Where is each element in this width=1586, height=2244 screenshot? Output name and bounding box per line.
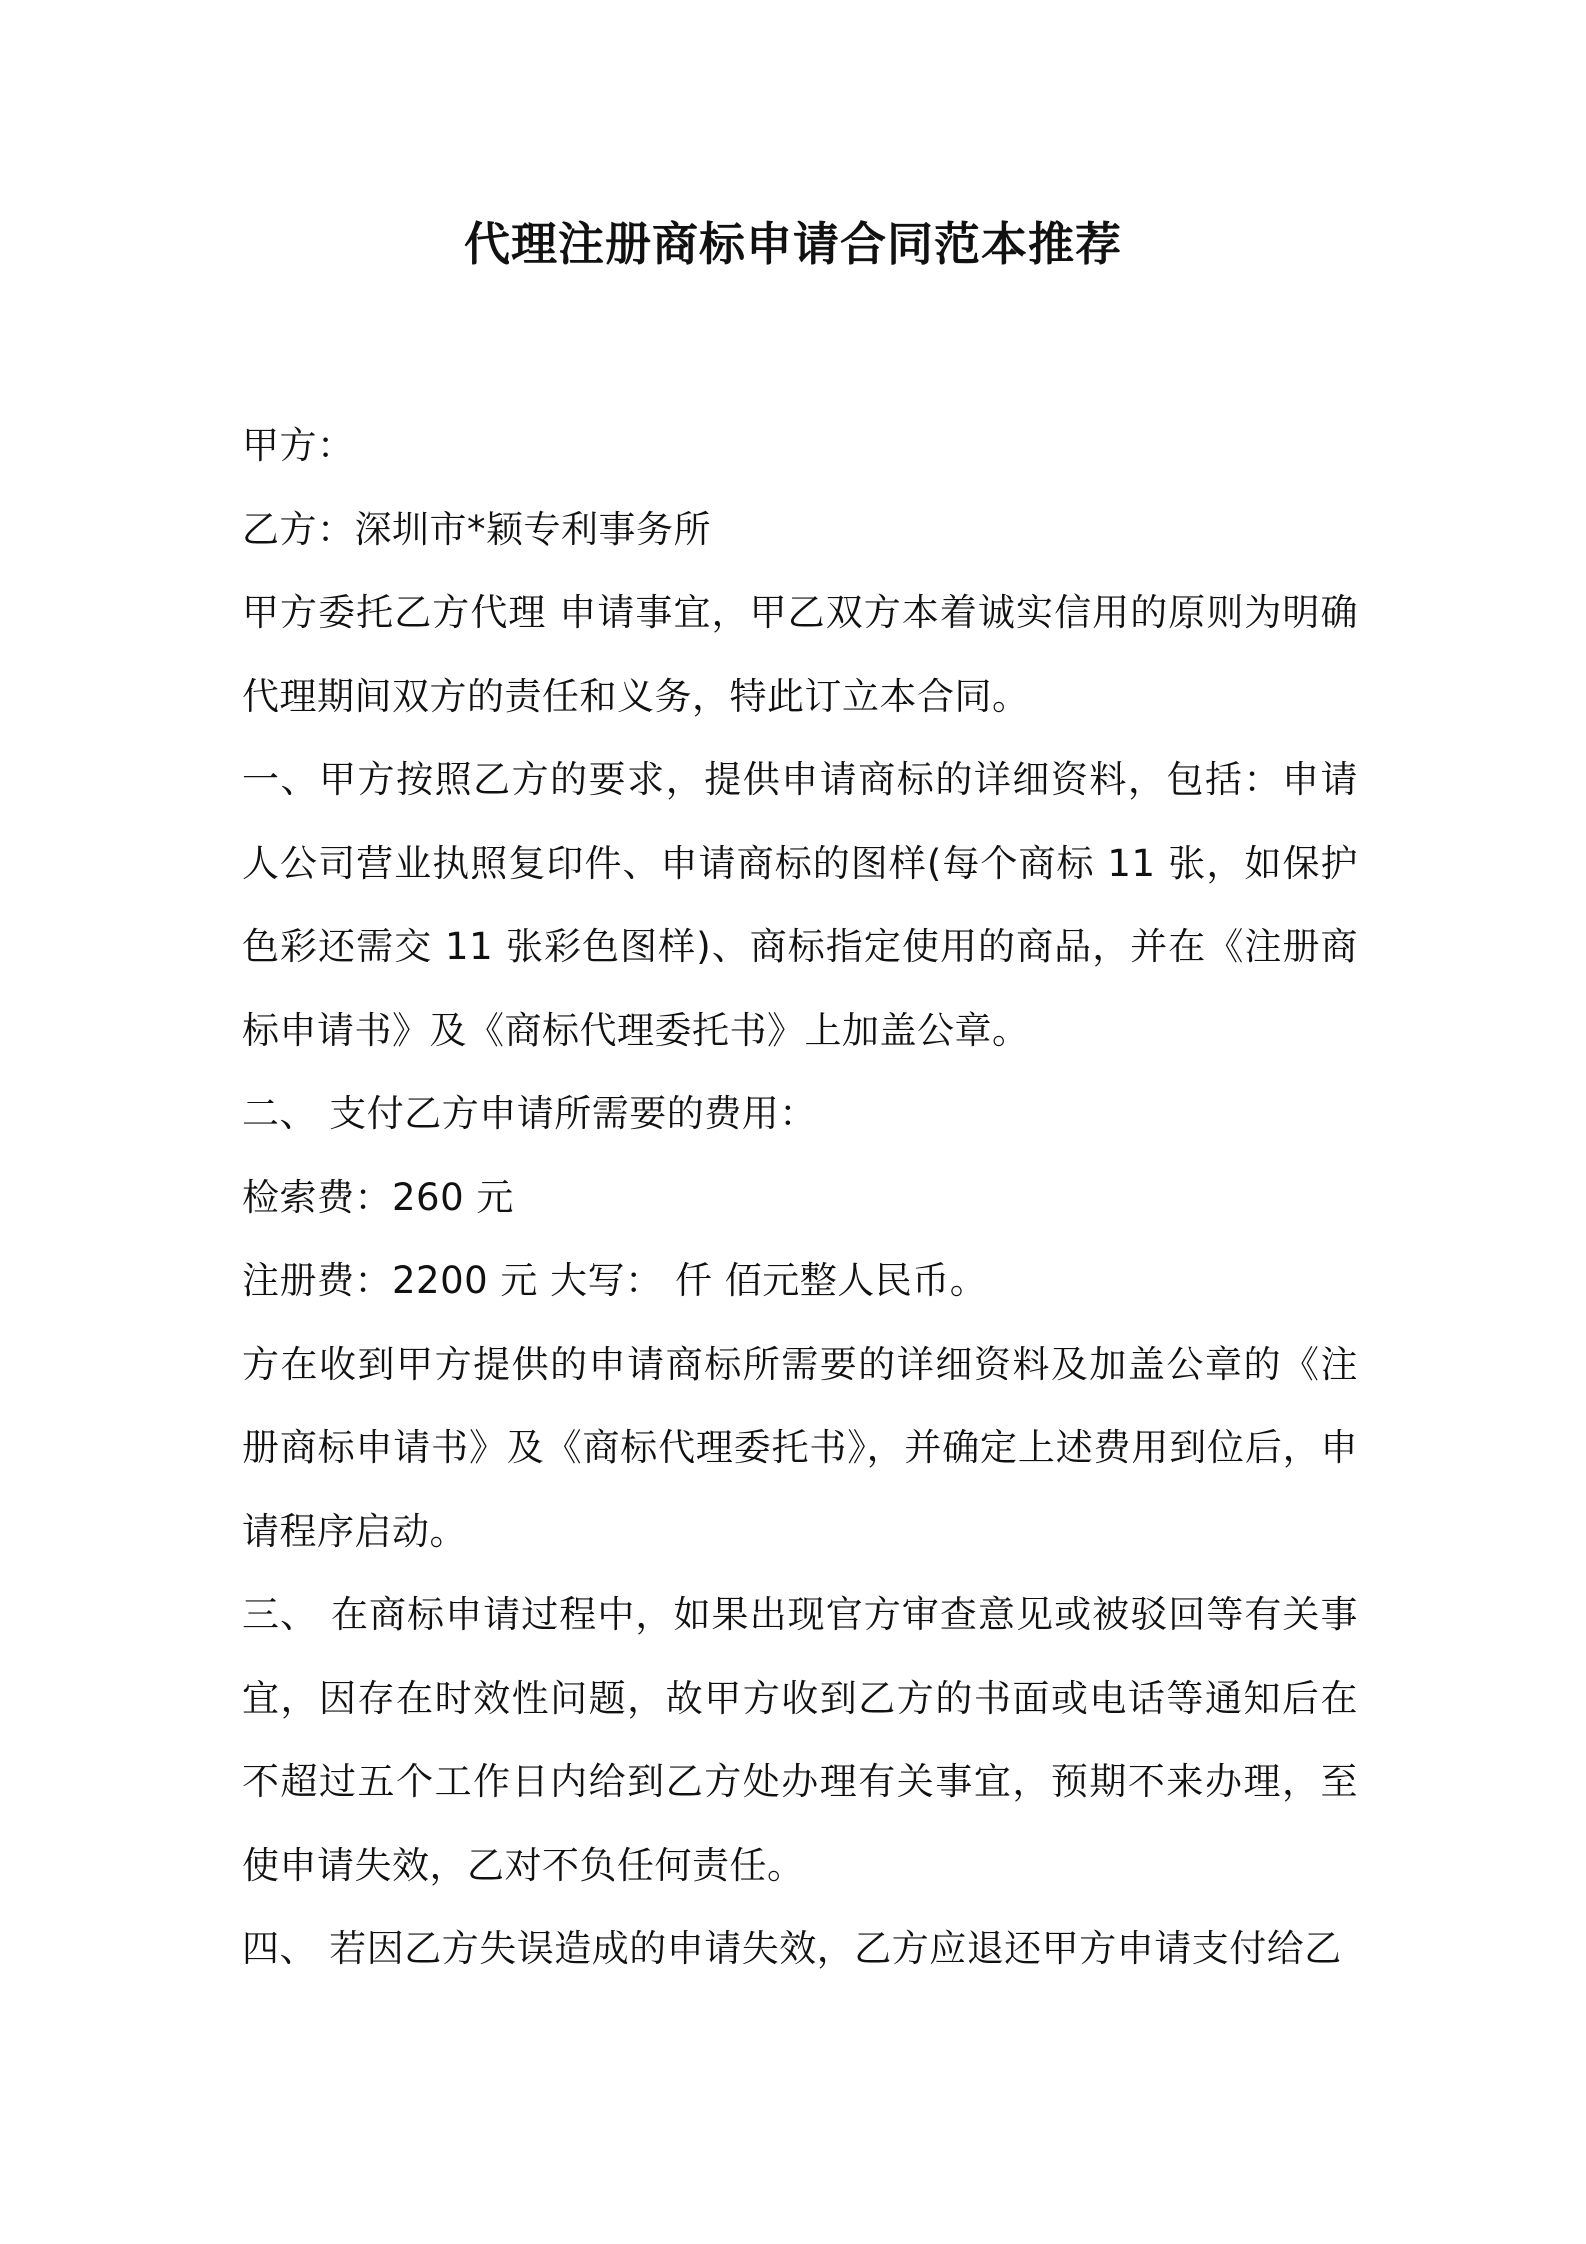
- party-b-line: 乙方：深圳市*颖专利事务所: [242, 507, 711, 551]
- document-body: [242, 404, 1358, 1991]
- registration-fee-line: 注册费：2200 元 大写： 仟 佰元整人民币。: [242, 1259, 988, 1302]
- clause-one-paragraph: 一、甲方按照乙方的要求，提供申请商标的详细资料，包括：申请人公司营业执照复印件、申请商标的图样(每个商标 11 张，如保护色彩还需交 11 张彩色图样)、商标指定使用的商品，并在《注册商标申请书》及《商标代理委托书》上加盖公章。: [242, 758, 1358, 1052]
- clause-four-paragraph: 四、 若因乙方失误造成的申请失效，乙方应退还甲方申请支付给乙: [242, 1927, 1342, 1970]
- procedure-start-paragraph: 方在收到甲方提供的申请商标所需要的详细资料及加盖公章的《注册商标申请书》及《商标代理委托书》，并确定上述费用到位后，申请程序启动。: [242, 1342, 1358, 1553]
- search-fee-line: 检索费：260 元: [242, 1175, 514, 1219]
- party-a-line: 甲方：: [242, 424, 355, 467]
- clause-two-heading: 二、 支付乙方申请所需要的费用：: [242, 1092, 817, 1135]
- clause-three-paragraph: 三、 在商标申请过程中，如果出现官方审查意见或被驳回等有关事宜，因存在时效性问题，故甲方收到乙方的书面或电话等通知后在不超过五个工作日内给到乙方处办理有关事宜，预期不来办理，至使申请失效，乙对不负任何责任。: [242, 1593, 1358, 1887]
- preamble-paragraph: 甲方委托乙方代理 申请事宜，甲乙双方本着诚实信用的原则为明确代理期间双方的责任和义务，特此订立本合同。: [242, 591, 1358, 718]
- document-title: 代理注册商标申请合同范本推荐: [464, 217, 1122, 271]
